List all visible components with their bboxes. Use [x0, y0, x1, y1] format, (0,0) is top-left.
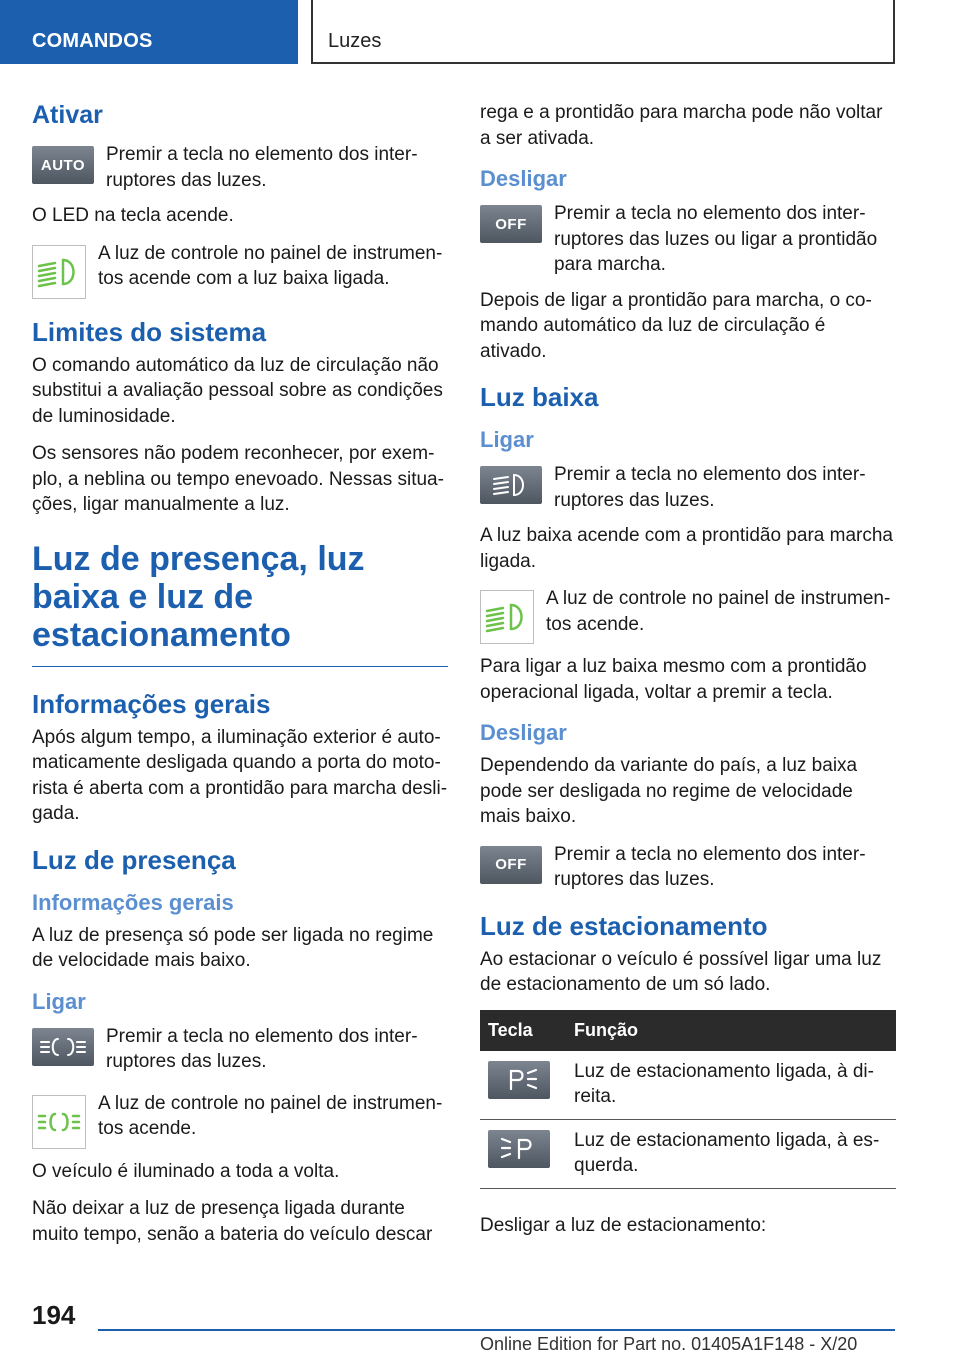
left-column	[32, 100, 448, 1259]
heading-limites: Limites do sistema	[32, 316, 267, 347]
desligar-row	[480, 201, 896, 278]
bateria-text: Não deixar a luz de presença ligada durante muito tempo, senão a bateria do veículo descar	[32, 1198, 433, 1245]
heading-ligar-baixa: Ligar	[480, 427, 534, 452]
col-tecla: Tecla	[480, 1010, 566, 1051]
heading-luz-baixa: Luz baixa	[480, 382, 599, 412]
control-text-1: A luz de controle no painel de instrumentos acende com a luz baixa ligada.	[98, 242, 443, 289]
heading-ligar: Ligar	[32, 988, 86, 1014]
heading-info: Informações gerais	[32, 688, 271, 719]
heading-ativar: Ativar	[32, 101, 103, 129]
page-number: 194	[32, 1300, 76, 1330]
section-title: COMANDOS	[32, 30, 153, 52]
ligar-baixa-row	[480, 462, 896, 513]
volta-text: O veículo é iluminado a toda a volta.	[32, 1160, 340, 1182]
parking-left-key-icon	[488, 1130, 550, 1168]
parking-right-key-icon	[488, 1061, 550, 1099]
parking-light-indicator-icon	[32, 1095, 86, 1149]
footer-rule	[98, 1329, 895, 1331]
desligar2-text: Premir a tecla no elemento dos interruptores das luzes.	[554, 843, 866, 890]
parking-light-key-icon	[32, 1028, 94, 1066]
heading-desligar2: Desligar	[480, 720, 567, 745]
cont-text: rega e a prontidão para marcha pode não voltar a ser ativada.	[480, 102, 883, 149]
row2-text: Luz de estacionamento ligada, à esquerda.	[566, 1119, 896, 1188]
right-column	[480, 100, 896, 1250]
depende-text: Dependendo da variante do país, a luz baixa pode ser desligada no regime de velocidade mais baixo.	[480, 755, 858, 827]
table-row	[480, 1119, 896, 1188]
edition-text: Online Edition for Part no. 01405A1F148 - X/20	[480, 1334, 858, 1354]
ligar-text: Premir a tecla no elemento dos interruptores das luzes.	[106, 1025, 418, 1072]
ligar-baixa-text: Premir a tecla no elemento dos interruptores das luzes.	[554, 464, 866, 511]
desligar-text: Premir a tecla no elemento dos interruptores das luzes ou ligar a prontidão para marcha.	[554, 203, 878, 275]
auto-key-icon: AUTO	[32, 146, 94, 184]
main-heading: Luz de presença, luz baixa e luz de estacionamento	[32, 540, 448, 667]
desligar2-row	[480, 842, 896, 893]
limites-p2: Os sensores não podem reconhecer, por exemplo, a neblina ou tempo enevoado. Nessas situações, ligar manualmente a luz.	[32, 443, 444, 515]
acende-text: A luz baixa acende com a prontidão para marcha ligada.	[480, 525, 893, 572]
heading-info2: Informações gerais	[32, 889, 234, 915]
low-beam-indicator-icon	[32, 245, 86, 299]
control-row-1	[32, 241, 448, 299]
section-tab	[0, 0, 298, 64]
limites-p1: O comando automático da luz de circulação não substitui a avaliação pessoal sobre as condições de luminosidade.	[32, 354, 443, 427]
ativar-row	[32, 142, 448, 193]
off-key-icon: OFF	[480, 205, 542, 243]
heading-presenca: Luz de presença	[32, 844, 236, 875]
control-text-3: A luz de controle no painel de instrumentos acende.	[546, 588, 891, 635]
desligar-estac-text: Desligar a luz de estacionamento:	[480, 1214, 767, 1236]
led-text: O LED na tecla acende.	[32, 205, 234, 226]
topic-tab	[311, 0, 895, 64]
para-text: Para ligar a luz baixa mesmo com a prontidão operacional ligada, voltar a premir a tecla.	[480, 656, 867, 703]
ativar-text: Premir a tecla no elemento dos interruptores das luzes.	[106, 144, 418, 191]
control-row-2	[32, 1091, 448, 1149]
info-text: Após algum tempo, a iluminação exterior é automaticamente desligada quando a porta do motorista é aberta com a prontidão para marcha desligada.	[32, 726, 448, 824]
low-beam-key-icon	[480, 466, 542, 504]
control-row-3	[480, 586, 896, 644]
low-beam-indicator-icon	[480, 590, 534, 644]
heading-estacionamento: Luz de estacionamento	[480, 910, 768, 941]
estac-text: Ao estacionar o veículo é possível ligar uma luz de estacionamento de um só lado.	[480, 948, 882, 995]
info2-text: A luz de presença só pode ser ligada no regime de velocidade mais baixo.	[32, 924, 434, 971]
off-key-icon: OFF	[480, 846, 542, 884]
depois-text: Depois de ligar a prontidão para marcha, o comando automático da luz de circulação é ativado.	[480, 289, 872, 362]
topic-title: Luzes	[328, 30, 382, 52]
row1-text: Luz de estacionamento ligada, à direita.	[566, 1051, 896, 1120]
function-table	[480, 1010, 896, 1189]
control-text-2: A luz de controle no painel de instrumentos acende.	[98, 1092, 443, 1139]
ligar-row	[32, 1024, 448, 1075]
col-funcao: Função	[566, 1010, 896, 1051]
heading-desligar: Desligar	[480, 166, 567, 191]
table-row	[480, 1051, 896, 1120]
